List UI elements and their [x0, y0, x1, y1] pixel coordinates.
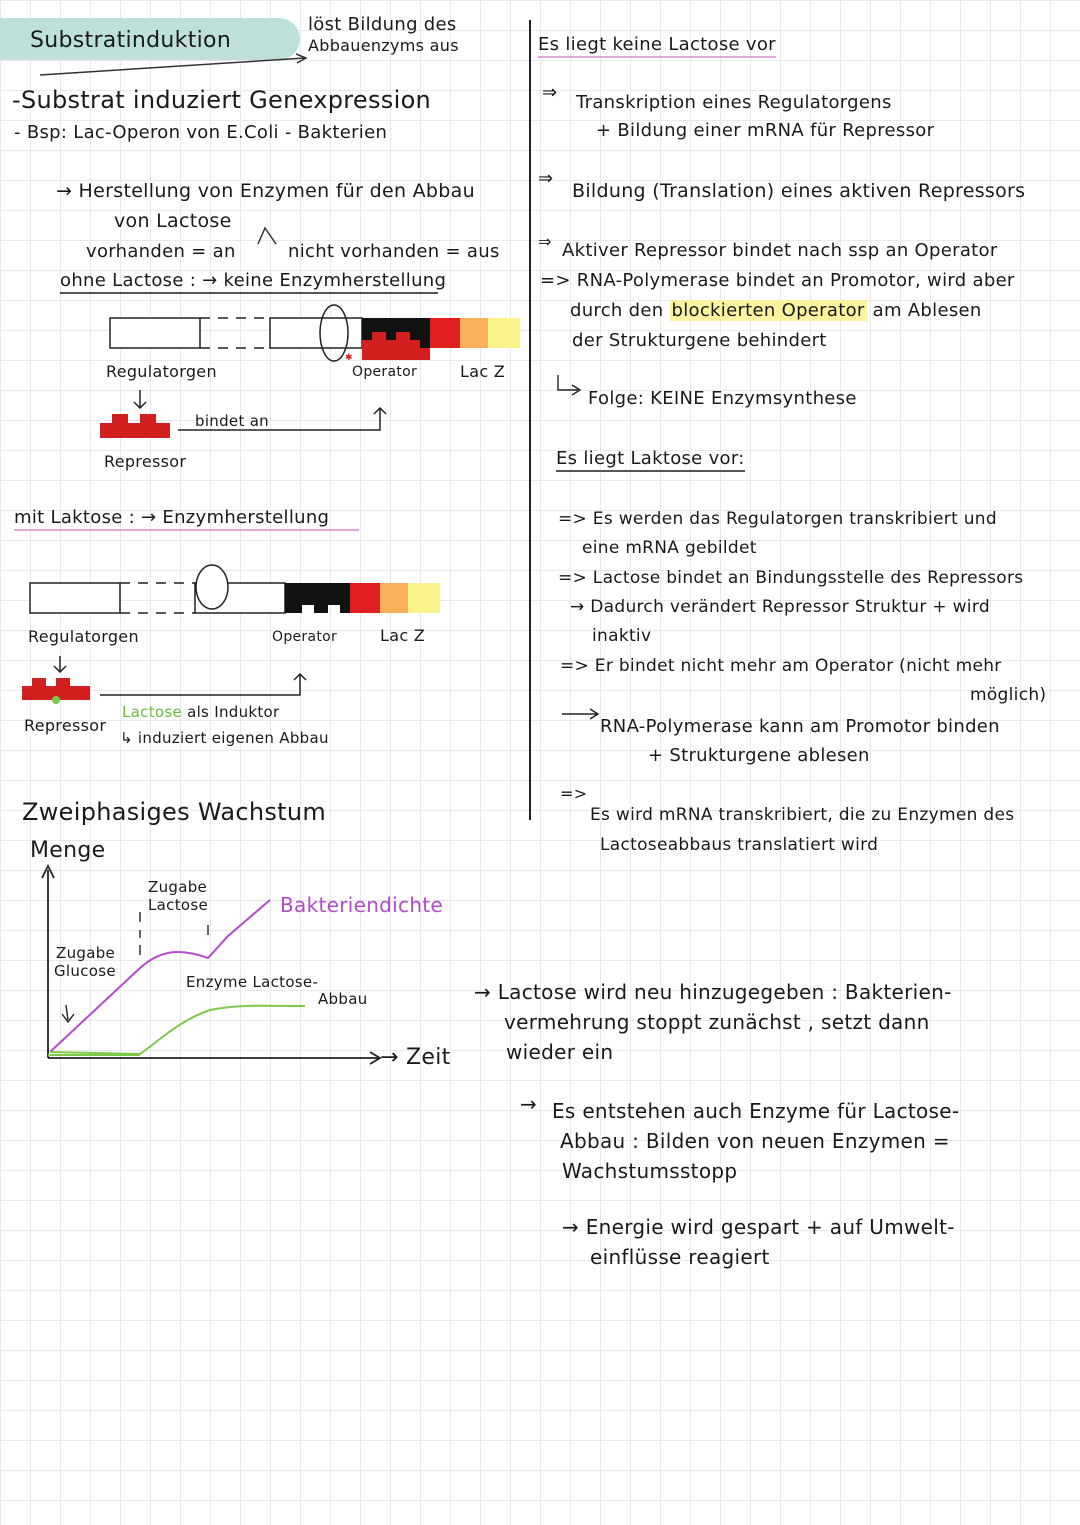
arrow-icon-bottom: →	[520, 1092, 538, 1116]
gene-yellow-2	[408, 583, 440, 613]
no-lactose-title: Es liegt keine Lactose vor	[538, 34, 776, 58]
right-line-14: => Er bindet nicht mehr am Operator (nicht mehr	[560, 656, 1002, 676]
state-absent: nicht vorhanden = aus	[288, 241, 500, 262]
inducer-label	[122, 703, 280, 721]
label-lactose-2: Lactose	[148, 896, 208, 914]
gene-orange-1	[460, 318, 488, 348]
bottom-line-7: → Energie wird gespart + auf Umwelt-	[562, 1215, 955, 1239]
r6-a: durch den	[570, 300, 664, 321]
binds-line-2	[100, 674, 306, 695]
label-glucose-2: Glucose	[54, 962, 116, 980]
right-line-12: → Dadurch verändert Repressor Struktur + wird	[570, 597, 990, 617]
right-line-5: => RNA-Polymerase bindet an Promotor, wird aber	[540, 270, 1015, 291]
right-line-15: möglich)	[970, 685, 1047, 705]
d1-operator-label: Operator	[352, 364, 418, 380]
graph-xlabel: → Zeit	[380, 1045, 451, 1070]
inducer-line-2: ↳ induziert eigenen Abbau	[120, 729, 329, 747]
blocked-operator-highlight: blockierten Operator	[671, 300, 865, 321]
d1-binds-label: bindet an	[195, 412, 269, 430]
right-line-7: der Strukturgene behindert	[572, 330, 827, 351]
implies-icon-2: ⇒	[538, 168, 554, 189]
graph-title: Zweiphasiges Wachstum	[22, 798, 327, 826]
enzyme-label-2: Abbau	[318, 990, 368, 1008]
gene-red-2	[350, 583, 380, 613]
right-line-6	[570, 300, 982, 321]
right-line-18: Es wird mRNA transkribiert, die zu Enzymen des	[590, 805, 1015, 825]
split-arrows	[258, 228, 276, 244]
without-lactose-title: ohne Lactose : → keine Enzymherstellung	[60, 270, 438, 294]
enzyme-line-2: von Lactose	[114, 210, 232, 232]
right-line-4: Aktiver Repressor bindet nach ssp an Operator	[562, 240, 998, 261]
header-note-1: löst Bildung des	[308, 14, 457, 35]
d2-repressor-label: Repressor	[24, 716, 107, 735]
inducer-word: Lactose	[122, 703, 182, 721]
right-line-17: + Strukturgene ablesen	[648, 745, 870, 766]
with-lactose-title: mit Laktose : → Enzymherstellung	[14, 507, 359, 531]
intro-line-2: - Bsp: Lac-Operon von E.Coli - Bakterien	[14, 122, 388, 143]
right-line-9: => Es werden das Regulatorgen transkribiert und	[558, 509, 997, 529]
d1-repressor-label: Repressor	[104, 452, 187, 471]
right-line-11: => Lactose bindet an Bindungsstelle des Repressors	[558, 568, 1024, 588]
right-line-19: Lactoseabbaus translatiert wird	[600, 835, 879, 855]
state-present: vorhanden = an	[86, 241, 236, 262]
right-line-16: RNA-Polymerase kann am Promotor binden	[600, 716, 1000, 737]
enzyme-curve	[50, 1006, 305, 1054]
regulatorgen-box-1	[110, 318, 200, 348]
right-line-13: inaktiv	[592, 626, 652, 646]
label-lactose-1: Zugabe	[148, 878, 208, 896]
inducer-rest: als Induktor	[187, 703, 280, 721]
implies-icon-4: =>	[560, 784, 588, 803]
lactose-present-title: Es liegt Laktose vor:	[556, 448, 745, 472]
bottom-line-6: Wachstumsstopp	[562, 1159, 738, 1183]
implies-icon-1: ⇒	[542, 82, 558, 103]
page-title: Substratinduktion	[30, 28, 232, 53]
lactose-dot	[52, 696, 60, 704]
svg-text:✱: ✱	[345, 353, 353, 363]
bottom-line-8: einflüsse reagiert	[590, 1245, 770, 1269]
right-line-8: Folge: KEINE Enzymsynthese	[588, 388, 857, 409]
r6-c: am Ablesen	[872, 300, 982, 321]
label-glucose-1: Zugabe	[56, 944, 116, 962]
intro-line-1: -Substrat induziert Genexpression	[12, 86, 432, 114]
graph-ylabel: Menge	[30, 838, 106, 863]
d1-regulatorgen-label: Regulatorgen	[106, 362, 217, 381]
right-line-10: eine mRNA gebildet	[582, 538, 757, 558]
bottom-line-4: Es entstehen auch Enzyme für Lactose-	[552, 1099, 960, 1123]
d2-regulatorgen-label: Regulatorgen	[28, 627, 139, 646]
d2-lacz-label: Lac Z	[380, 626, 426, 645]
right-line-2: + Bildung einer mRNA für Repressor	[596, 120, 935, 141]
bottom-line-3: wieder ein	[506, 1040, 614, 1064]
gene-yellow-1	[488, 318, 520, 348]
bottom-line-1: → Lactose wird neu hinzugegeben : Bakterien-	[474, 980, 952, 1004]
d2-operator-label: Operator	[272, 629, 338, 645]
regulatorgen-box-2	[30, 583, 120, 613]
gene-orange-2	[380, 583, 408, 613]
enzyme-label-1: Enzyme Lactose-	[186, 973, 319, 991]
enzyme-line-1: → Herstellung von Enzymen für den Abbau	[56, 180, 475, 202]
gene-red-1	[430, 318, 460, 348]
rna-polymerase-2	[196, 565, 228, 609]
graph-y-axis	[42, 866, 54, 1058]
right-line-1: Transkription eines Regulatorgens	[576, 92, 892, 113]
bottom-line-5: Abbau : Bilden von neuen Enzymen =	[560, 1129, 950, 1153]
implies-icon-3: ⇒	[538, 232, 552, 251]
bottom-line-2: vermehrung stoppt zunächst , setzt dann	[504, 1010, 930, 1034]
bacteria-label: Bakteriendichte	[280, 893, 444, 917]
repressor-shape-1	[100, 414, 170, 438]
header-note-2: Abbauenzyms aus	[308, 36, 459, 55]
d1-lacz-label: Lac Z	[460, 362, 506, 381]
right-line-3: Bildung (Translation) eines aktiven Repressors	[572, 180, 1026, 202]
header-arrow	[40, 58, 305, 75]
